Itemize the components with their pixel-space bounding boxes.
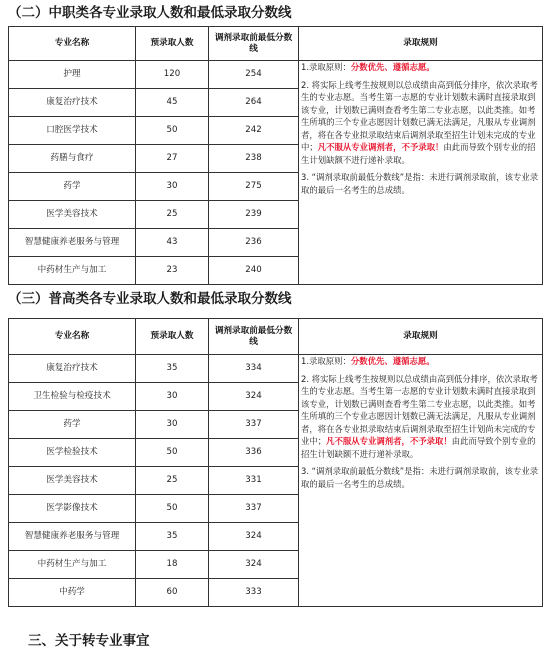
- rule2-text-end: 由此而导致个别专业的招生计划缺额不进行递补录取。: [301, 436, 536, 459]
- table-general-high-school: [8, 318, 543, 607]
- min-score: 236: [209, 229, 299, 257]
- major-name: 药膳与食疗: [9, 145, 136, 173]
- major-name: 药学: [9, 411, 136, 439]
- rule1-emphasis: 分数优先、遵循志愿。: [350, 62, 435, 72]
- admit-count: 30: [136, 383, 209, 411]
- admit-count: 50: [136, 117, 209, 145]
- min-score: 264: [209, 89, 299, 117]
- rule2-text: 2. 将实际上线考生按规则以总成绩由高到低分排序，依次录取考生的专业志愿。当考生第一志愿的专业计划数未满时直接录取到该专业，计划数已满则查看考生第二专业志愿，以此类推。如考生所填的三个专业志愿因计划数已满无法满足，凡服从专业调剂者，将在各专业拟录取结束后调剂录取至招生计划未完成的专业中；: [301, 79, 538, 152]
- min-score: 336: [209, 439, 299, 467]
- min-score: 242: [209, 117, 299, 145]
- rule2-text: 2. 将实际上线考生按规则以总成绩由高到低分排序，依次录取考生的专业志愿。当考生第一志愿的专业计划数未满时直接录取到该专业，计划数已满则查看考生第二专业志愿，以此类推。如考生所填的三个专业志愿因计划数已满无法满足，凡服从专业调剂者，将在各专业拟录取结束后调剂录取至招生计划尚未完成的专业中；: [301, 373, 538, 446]
- min-score: 324: [209, 383, 299, 411]
- major-name: 护理: [9, 61, 136, 89]
- major-name: 智慧健康养老服务与管理: [9, 229, 136, 257]
- header-min-score: 调剂录取前最低分数线: [209, 27, 299, 61]
- header-count: 预录取人数: [136, 319, 209, 355]
- major-name: 卫生检验与检疫技术: [9, 383, 136, 411]
- header-rules: 录取规则: [299, 27, 543, 61]
- major-name: 康复治疗技术: [9, 355, 136, 383]
- major-name: 医学影像技术: [9, 495, 136, 523]
- rule1-prefix: 1.录取原则：: [301, 62, 351, 72]
- min-score: 324: [209, 523, 299, 551]
- major-name: 中药材生产与加工: [9, 551, 136, 579]
- min-score: 240: [209, 257, 299, 285]
- admit-count: 25: [136, 467, 209, 495]
- admit-count: 30: [136, 173, 209, 201]
- min-score: 331: [209, 467, 299, 495]
- admit-count: 30: [136, 411, 209, 439]
- major-name: 康复治疗技术: [9, 89, 136, 117]
- table-header-row: [9, 27, 543, 61]
- table-vocational: [8, 26, 543, 285]
- table-header-row: [9, 319, 543, 355]
- header-major: 专业名称: [9, 319, 136, 355]
- admit-count: 35: [136, 355, 209, 383]
- major-name: 药学: [9, 173, 136, 201]
- table-row: [9, 355, 543, 383]
- section3-title: （三）普高类各专业录取人数和最低录取分数线: [8, 291, 292, 307]
- rule2-emphasis: 凡不服从专业调剂者，不予录取！: [317, 142, 444, 152]
- admit-count: 60: [136, 579, 209, 607]
- admit-count: 18: [136, 551, 209, 579]
- min-score: 239: [209, 201, 299, 229]
- rule3-text: 3. “调剂录取前最低分数线”是指：未进行调剂录取前，该专业录取的最后一名考生的总成绩。: [301, 172, 539, 195]
- major-name: 医学检验技术: [9, 439, 136, 467]
- section4-title: 三、关于转专业事宜: [28, 633, 150, 649]
- min-score: 337: [209, 411, 299, 439]
- major-name: 中药材生产与加工: [9, 257, 136, 285]
- rule2-text-end: 由此而导致个别专业的招生计划缺额不进行递补录取。: [301, 142, 536, 165]
- admit-count: 43: [136, 229, 209, 257]
- admit-count: 23: [136, 257, 209, 285]
- min-score: 333: [209, 579, 299, 607]
- major-name: 中药学: [9, 579, 136, 607]
- rule2-emphasis: 凡不服从专业调剂者，不予录取！: [326, 436, 452, 446]
- section2-title: （二）中职类各专业录取人数和最低录取分数线: [8, 5, 292, 21]
- admit-count: 45: [136, 89, 209, 117]
- header-rules: 录取规则: [299, 319, 543, 355]
- rules-cell: [299, 61, 543, 285]
- rule1-prefix: 1.录取原则：: [301, 356, 351, 366]
- major-name: 口腔医学技术: [9, 117, 136, 145]
- header-count: 预录取人数: [136, 27, 209, 61]
- admit-count: 27: [136, 145, 209, 173]
- min-score: 334: [209, 355, 299, 383]
- min-score: 337: [209, 495, 299, 523]
- table-row: [9, 61, 543, 89]
- min-score: 254: [209, 61, 299, 89]
- rule3-text: 3. “调剂录取前最低分数线”是指：未进行调剂录取前，该专业录取的最后一名考生的总成绩。: [301, 466, 539, 489]
- major-name: 医学美容技术: [9, 467, 136, 495]
- major-name: 智慧健康养老服务与管理: [9, 523, 136, 551]
- header-major: 专业名称: [9, 27, 136, 61]
- rule1-emphasis: 分数优先、遵循志愿。: [350, 356, 435, 366]
- header-min-score: 调剂录取前最低分数线: [209, 319, 299, 355]
- min-score: 275: [209, 173, 299, 201]
- major-name: 医学美容技术: [9, 201, 136, 229]
- admit-count: 35: [136, 523, 209, 551]
- admit-count: 120: [136, 61, 209, 89]
- admit-count: 50: [136, 439, 209, 467]
- admit-count: 25: [136, 201, 209, 229]
- admit-count: 50: [136, 495, 209, 523]
- rules-cell: [299, 355, 543, 607]
- min-score: 324: [209, 551, 299, 579]
- min-score: 238: [209, 145, 299, 173]
